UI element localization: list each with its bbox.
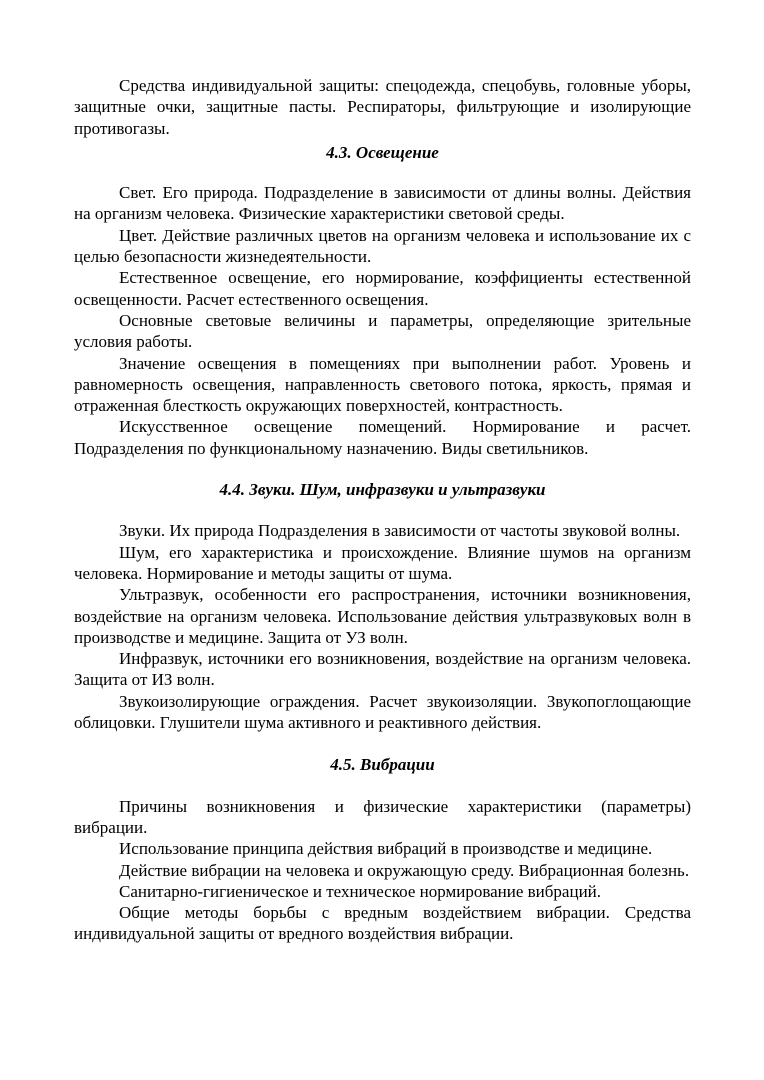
section-4-3-paragraph: Естественное освещение, его нормирование, коэффициенты естественной освещенности. Расчет естественного освещения. [74,268,691,309]
section-4-3-paragraph: Цвет. Действие различных цветов на организм человека и использование их с целью безопасности жизнедеятельности. [74,225,691,267]
document-content [74,75,691,945]
section-4-3-paragraph: Свет. Его природа. Подразделение в зависимости от длины волны. Действия на организм человека. Физические характеристики световой среды. [74,183,691,224]
section-4-4-paragraph: Шум, его характеристика и происхождение. Влияние шумов на организм человека. Нормирование и методы защиты от шума. [74,542,691,583]
section-4-3-paragraph: Значение освещения в помещениях при выполнении работ. Уровень и равномерность освещения, направленность светового потока, яркость, прямая и отраженная блесткость окружающих поверхностей, контрастность. [74,353,691,416]
section-4-4-paragraph: Звуки. Их природа Подразделения в зависимости от частоты звуковой волны. [119,521,681,541]
section-4-4-heading: 4.4. Звуки. Шум, инфразвуки и ультразвуки [219,480,546,500]
section-4-5-paragraph: Санитарно-гигиеническое и техническое нормирование вибраций. [119,881,602,901]
section-4-5-paragraph: Причины возникновения и физические характеристики (параметры) вибрации. [74,796,691,837]
section-4-5-paragraph: Действие вибрации на человека и окружающую среду. Вибрационная болезнь. [119,860,690,880]
section-4-4-paragraph: Ультразвук, особенности его распространения, источники возникновения, воздействие на организм человека. Использование действия ультразвуковых волн в производстве и медицине. Защита от УЗ волн. [74,585,691,647]
section-4-4-paragraph: Звукоизолирующие ограждения. Расчет звукоизоляции. Звукопоглощающие облицовки. Глушители шума активного и реактивного действия. [74,691,691,733]
section-4-3-heading: 4.3. Освещение [326,142,439,162]
section-4-3-paragraph: Искусственное освещение помещений. Нормирование и расчет. Подразделения по функциональному назначению. Виды светильников. [74,417,691,458]
section-4-5-paragraph: Общие методы борьбы с вредным воздействием вибрации. Средства индивидуальной защиты от вредного воздействия вибрации. [74,903,691,944]
section-4-5-heading: 4.5. Вибрации [330,755,435,775]
section-4-3-paragraph: Основные световые величины и параметры, определяющие зрительные условия работы. [74,310,691,352]
section-4-4-paragraph: Инфразвук, источники его возникновения, воздействие на организм человека. Защита от ИЗ волн. [74,649,691,690]
section-4-5-paragraph: Использование принципа действия вибраций в производстве и медицине. [119,839,653,859]
intro-paragraph: Средства индивидуальной защиты: спецодежда, спецобувь, головные уборы, защитные очки, защитные пасты. Респираторы, фильтрующие и изолирующие противогазы. [74,76,691,138]
